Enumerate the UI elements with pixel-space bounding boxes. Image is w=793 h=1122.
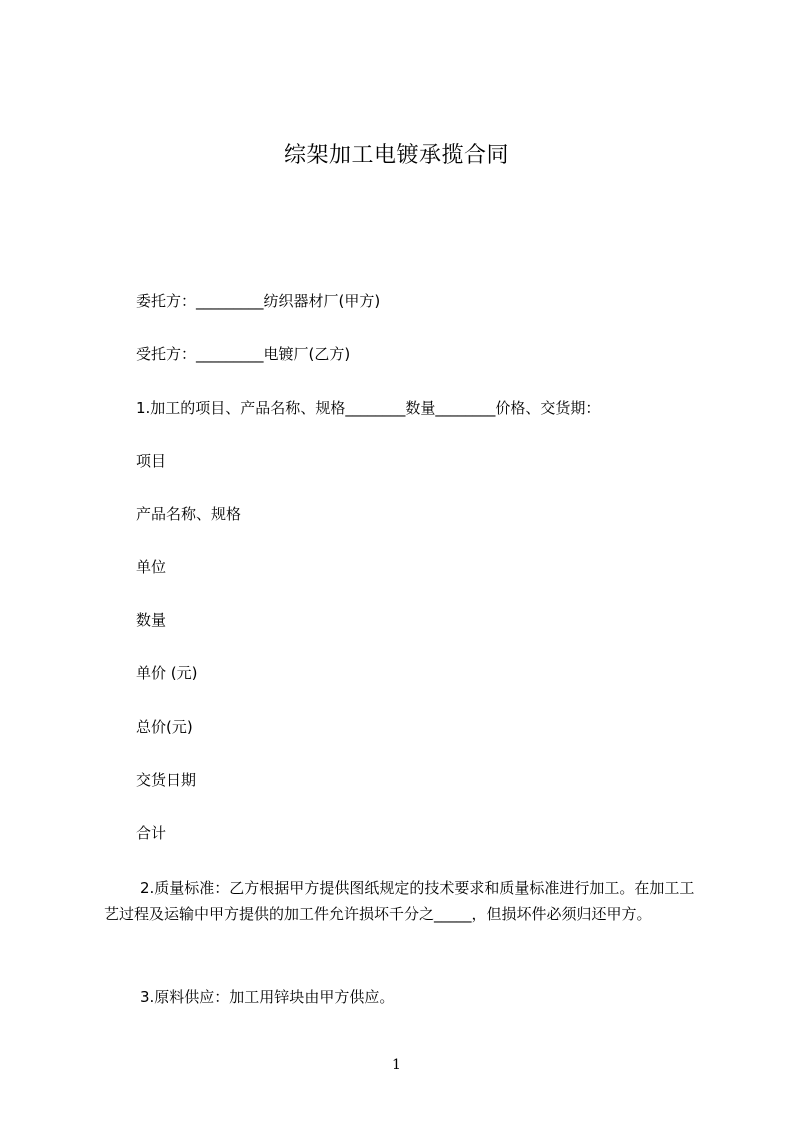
document-title: 综架加工电镀承揽合同 [283,143,509,168]
delivery-date-label: 交货日期 [136,771,197,789]
clause-1-line: 1.加工的项目、产品名称、规格________数量________价格、交货期： [136,399,601,417]
item-label: 项目 [136,452,167,470]
material-clause [104,984,704,1010]
contractor-line: 受托方：_________电镀厂(乙方) [136,345,351,363]
quantity-label: 数量 [136,611,167,629]
product-spec-label: 产品名称、规格 [136,505,242,523]
unit-label: 单位 [136,558,167,576]
quality-clause [104,875,704,927]
client-line: 委托方：_________纺织器材厂(甲方) [136,292,381,310]
material-clause-text: 3.原料供应：加工用锌块由甲方供应。 [140,988,395,1006]
total-label: 合计 [136,824,167,842]
quality-clause-text: 2.质量标准：乙方根据甲方提供图纸规定的技术要求和质量标准进行加工。在加工工艺过程及运输中甲方提供的加工件允许损坏千分之_____，但损坏件必须归还甲方。 [104,879,695,923]
unit-price-label: 单价 (元) [136,664,198,682]
page-number: 1 [392,1057,401,1073]
total-price-label: 总价(元) [136,718,193,736]
